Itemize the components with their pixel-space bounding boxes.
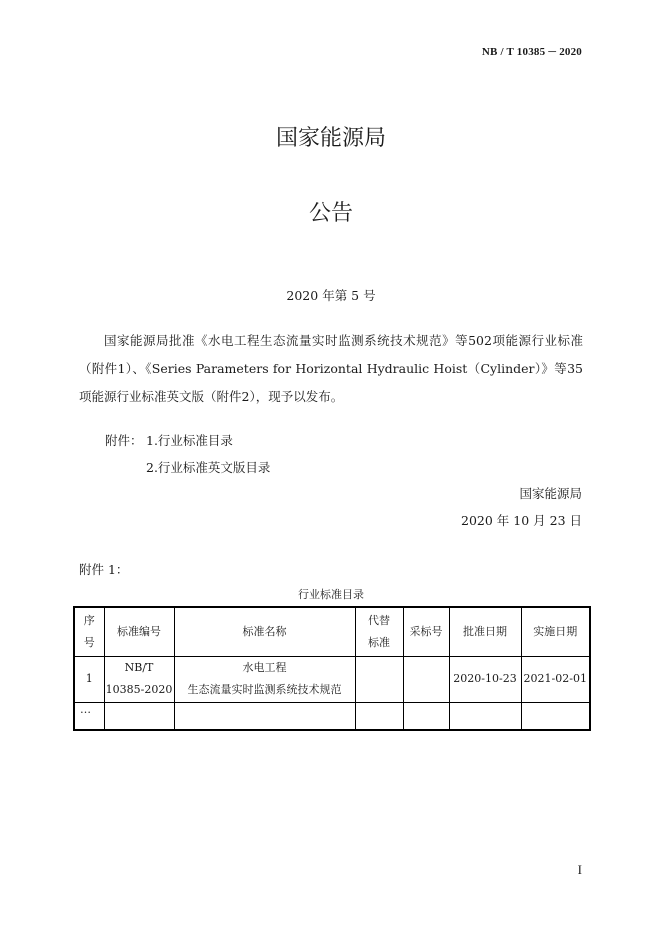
- standard-number: NB / T 10385 ─ 2020: [481, 46, 582, 58]
- table-header-row: [74, 607, 590, 656]
- attachment-item: 2.行业标准英文版目录: [146, 460, 271, 475]
- header-approve: 批准日期: [449, 607, 521, 656]
- attachments-label: 附件：: [105, 433, 143, 448]
- cell-empty: [174, 702, 355, 730]
- cell-approve: 2020-10-23: [449, 656, 521, 702]
- page-number: I: [577, 862, 582, 877]
- attachment-item: 1.行业标准目录: [146, 433, 233, 448]
- announcement-title: 公告: [308, 201, 353, 226]
- announcement-body: 国家能源局批准《水电工程生态流量实时监测系统技术规范》等502项能源行业标准（附件1）、《Series Parameters for Horizontal Hydraulic Hoist（Cylinder）》等35项能源行业标准英文版（附件2），现予以发布。: [79, 333, 583, 404]
- cell-empty: [521, 702, 590, 730]
- cell-adopt: [403, 656, 449, 702]
- cell-name: 水电工程 生态流量实时监测系统技术规范: [174, 656, 355, 702]
- cell-code: NB/T 10385-2020: [104, 656, 174, 702]
- signature-date: 2020 年 10 月 23 日: [461, 513, 582, 528]
- header-implement: 实施日期: [521, 607, 590, 656]
- header-name: 标准名称: [174, 607, 355, 656]
- cell-replace: [355, 656, 403, 702]
- issuer-title: 国家能源局: [275, 126, 386, 151]
- header-code: 标准编号: [104, 607, 174, 656]
- table-row: [74, 656, 590, 702]
- cell-empty: [403, 702, 449, 730]
- table-row: [74, 702, 590, 730]
- appendix-label: 附件 1：: [79, 562, 129, 577]
- issue-number: 2020 年第 5 号: [286, 288, 376, 303]
- header-replace: 代替 标准: [355, 607, 403, 656]
- header-seq: 序 号: [74, 607, 104, 656]
- cell-empty: [104, 702, 174, 730]
- signature-organization: 国家能源局: [519, 486, 582, 501]
- standards-catalog-table: [73, 606, 591, 731]
- cell-ellipsis: …: [74, 702, 104, 730]
- header-adopt: 采标号: [403, 607, 449, 656]
- cell-empty: [355, 702, 403, 730]
- cell-seq: 1: [74, 656, 104, 702]
- table-title: 行业标准目录: [298, 588, 364, 601]
- cell-empty: [449, 702, 521, 730]
- cell-implement: 2021-02-01: [521, 656, 590, 702]
